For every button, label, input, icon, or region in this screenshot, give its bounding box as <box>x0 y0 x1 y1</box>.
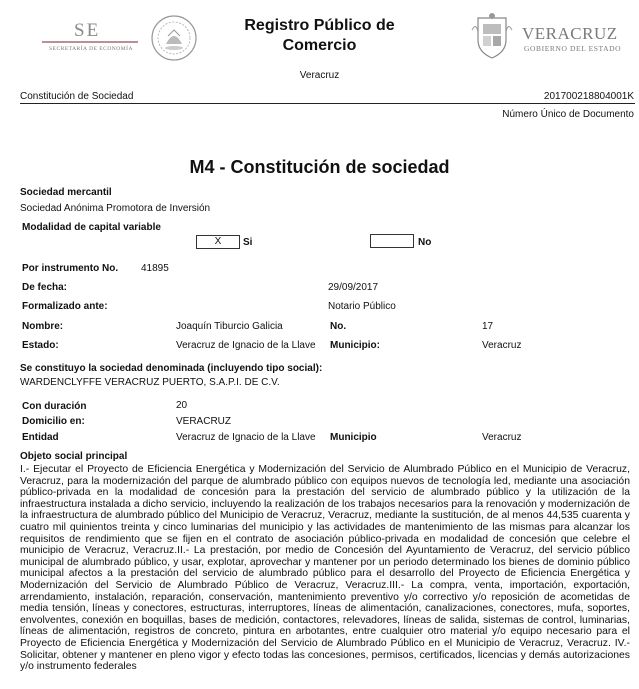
domicilio-label: Domicilio en: <box>22 416 85 427</box>
denominada-value: WARDENCLYFFE VERACRUZ PUERTO, S.A.P.I. DE C.V. <box>20 377 280 388</box>
objeto-text: I.- Ejecutar el Proyecto de Eficiencia Energética y Modernización del Servicio de Alumbrado Público en el Municipio de Veracruz, Veracruz, para la modernización del parque de alumbrado público con equipos nuevos de tecnología led, mediante una asociación público-privada en la modalidad de concesión para la prestación del servicio de alumbrado público y la utilización de la infraestructura instalada a dicho servicio, incluyendo la realización de los trabajos necesarios para la renovación y modernización de la infraestructura de alumbrado público del Municipio de Veracruz, Veracruz, mediante la sustitución, de al menos 44,535 cuarenta y cuatro mil quinientos treinta y cinco luminarias del municipio y las actividades de mantenimiento de las mismas para alcanzar los requisitos de rendimiento que se fijen en el contrato de asociación público-privada en modalidad de concesión que celebre el municipio de Veracruz, Veracruz.II.- La prestación, por medio de Concesión del Ayuntamiento de Veracruz, del servicio público municipal de alumbrado público, y usar, explotar, aprovechar y mantener por un periodo determinado los bienes de dominio público municipal afectos a la prestación del servicio de alumbrado público para el desarrollo del Proyecto de Eficiencia Energética y Modernización del Servicio de Alumbrado Público de Veracruz, Veracruz.III.- La compra, venta, importación, exportación, arrendamiento, instalación, reparación, conservación, mantenimiento preventivo y/o correctivo y/o reposición de acometidas de media tensión, líneas y conectores, estructuras, interruptores, líneas de alimentación, canalizaciones, conectores, mufa, soportes, envolventes, conexión en boquillas, bases de medición, contactores, relevadores, líneas de salida, sistemas de control, luminarias, líneas de alimentación, registros de concreto, pintura en arbotantes, entre cualquier otro material y/o equipo necesario para el Proyecto de Eficiencia Energética y Modernización del Servicio de Alumbrado Público en el Municipio de Veracruz, Veracruz. IV.- Solicitar, obtener y mantener en pleno vigor y efecto todas las concesiones, permisos, certificados, licencias y demás autorizaciones y/o instrumento federales <box>20 464 630 673</box>
document-type: Constitución de Sociedad <box>20 91 134 102</box>
city-label: Veracruz <box>299 70 340 81</box>
modalidad-label: Modalidad de capital variable <box>22 222 161 233</box>
title-line-1: Registro Público de <box>244 17 395 34</box>
sociedad-label: Sociedad mercantil <box>20 187 112 198</box>
notario-no-label: No. <box>330 321 347 332</box>
municipio2-label: Municipio <box>330 432 377 443</box>
entidad-label: Entidad <box>22 432 59 443</box>
no-label: No <box>418 237 432 248</box>
nombre-label: Nombre: <box>22 321 64 332</box>
duracion-value: 20 <box>176 400 188 411</box>
municipio2-value: Veracruz <box>482 432 522 443</box>
fecha-value: 29/09/2017 <box>328 282 379 293</box>
no-checkbox[interactable] <box>370 234 414 248</box>
state-logo-subtitle: GOBIERNO DEL ESTADO <box>524 44 622 53</box>
title-line-2: Comercio <box>282 37 357 54</box>
si-label: Si <box>243 237 253 248</box>
denominada-label: Se constituyo la sociedad denominada (incluyendo tipo social): <box>20 363 323 374</box>
document-number-label: Número Único de Documento <box>502 109 634 120</box>
estado-value: Veracruz de Ignacio de la Llave <box>176 340 316 351</box>
document-number: 201700218804001K <box>543 91 634 102</box>
sociedad-value: Sociedad Anónima Promotora de Inversión <box>20 203 211 214</box>
formalizado-value: Notario Público <box>328 301 396 312</box>
notario-no-value: 17 <box>482 321 494 332</box>
header-divider <box>20 103 635 104</box>
entidad-value: Veracruz de Ignacio de la Llave <box>176 432 316 443</box>
municipio-label: Municipio: <box>330 340 380 351</box>
objeto-label: Objeto social principal <box>20 451 128 462</box>
domicilio-value: VERACRUZ <box>176 416 232 427</box>
formalizado-label: Formalizado ante: <box>22 301 108 312</box>
si-checkbox[interactable]: X <box>196 235 240 249</box>
section-title: M4 - Constitución de sociedad <box>189 157 450 177</box>
state-logo-name: VERACRUZ <box>522 24 618 43</box>
municipio-value: Veracruz <box>482 340 522 351</box>
se-logo-subtext: SECRETARÍA DE ECONOMÍA <box>49 46 133 52</box>
nombre-value: Joaquín Tiburcio Galicia <box>176 321 283 332</box>
se-logo-text: SE <box>74 20 101 41</box>
instrumento-value: 41895 <box>141 263 169 274</box>
veracruz-shield-icon <box>470 12 514 60</box>
estado-label: Estado: <box>22 340 59 351</box>
instrumento-label: Por instrumento No. <box>22 263 119 274</box>
duracion-label: Con duración <box>22 401 87 412</box>
fecha-label: De fecha: <box>22 282 68 293</box>
